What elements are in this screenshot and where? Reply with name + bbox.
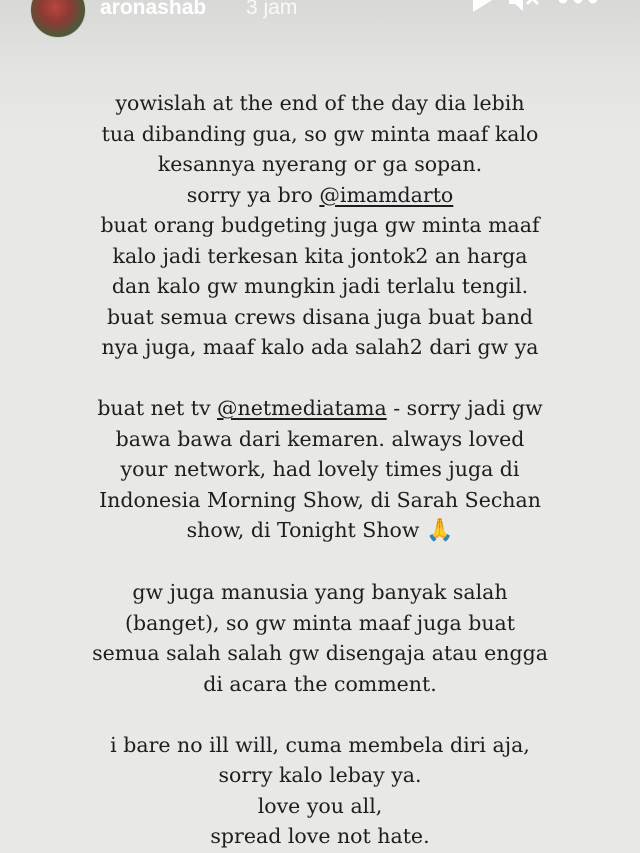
text-line: kalo jadi terkesan kita jontok2 an harga (112, 243, 528, 268)
story-header (0, 0, 640, 32)
mention-imamdarto[interactable]: @imamdarto (319, 182, 454, 207)
text-line: dan kalo gw mungkin jadi terlalu tengil. (111, 274, 529, 298)
username[interactable]: aronashab (100, 0, 207, 19)
text-line: semua salah salah gw disengaja atau engga (92, 641, 548, 665)
text-fragment: show, di Tonight Show (186, 518, 426, 542)
text-fragment: buat net tv (97, 396, 218, 420)
text-line: your network, had lovely times juga di (120, 457, 520, 481)
text-line: yowislah at the end of the day dia lebih (115, 91, 525, 115)
more-icon[interactable] (556, 0, 600, 16)
paragraph-gap (40, 699, 600, 730)
paragraph-gap (40, 547, 600, 578)
praying-hands-icon: 🙏 (425, 518, 454, 543)
text-line: tua dibanding gua, so gw minta maaf kalo (101, 121, 539, 146)
text-line: love you all, (257, 793, 383, 818)
text-line: spread love not hate. (210, 824, 430, 848)
text-line: gw juga manusia yang banyak salah (132, 580, 508, 604)
text-line (40, 515, 600, 547)
text-line (40, 393, 600, 424)
text-line: bawa bawa dari kemaren. always loved (115, 426, 525, 451)
avatar[interactable] (30, 0, 86, 38)
text-line: Indonesia Morning Show, di Sarah Sechan (99, 487, 541, 512)
paragraph-gap (40, 363, 600, 394)
text-line: buat orang budgeting juga gw minta maaf (100, 213, 540, 237)
text-line: nya juga, maaf kalo ada salah2 dari gw ya (101, 335, 539, 359)
text-fragment: sorry ya bro (186, 182, 320, 207)
text-line: sorry kalo lebay ya. (218, 763, 422, 787)
text-line (40, 180, 600, 211)
story-text (40, 88, 600, 852)
play-icon[interactable] (466, 0, 500, 16)
story-timestamp: 3 jam (246, 0, 298, 19)
mention-netmediatama[interactable]: @netmediatama (217, 396, 387, 420)
text-line: kesannya nyerang or ga sopan. (157, 152, 483, 176)
text-line: buat semua crews disana juga buat band (106, 304, 534, 329)
text-line: di acara the comment. (203, 671, 437, 696)
text-line: (banget), so gw minta maaf juga buat (124, 610, 515, 635)
mute-icon[interactable] (506, 0, 540, 16)
text-fragment: - sorry jadi gw (386, 396, 543, 420)
text-line: i bare no ill will, cuma membela diri aja, (110, 732, 530, 757)
